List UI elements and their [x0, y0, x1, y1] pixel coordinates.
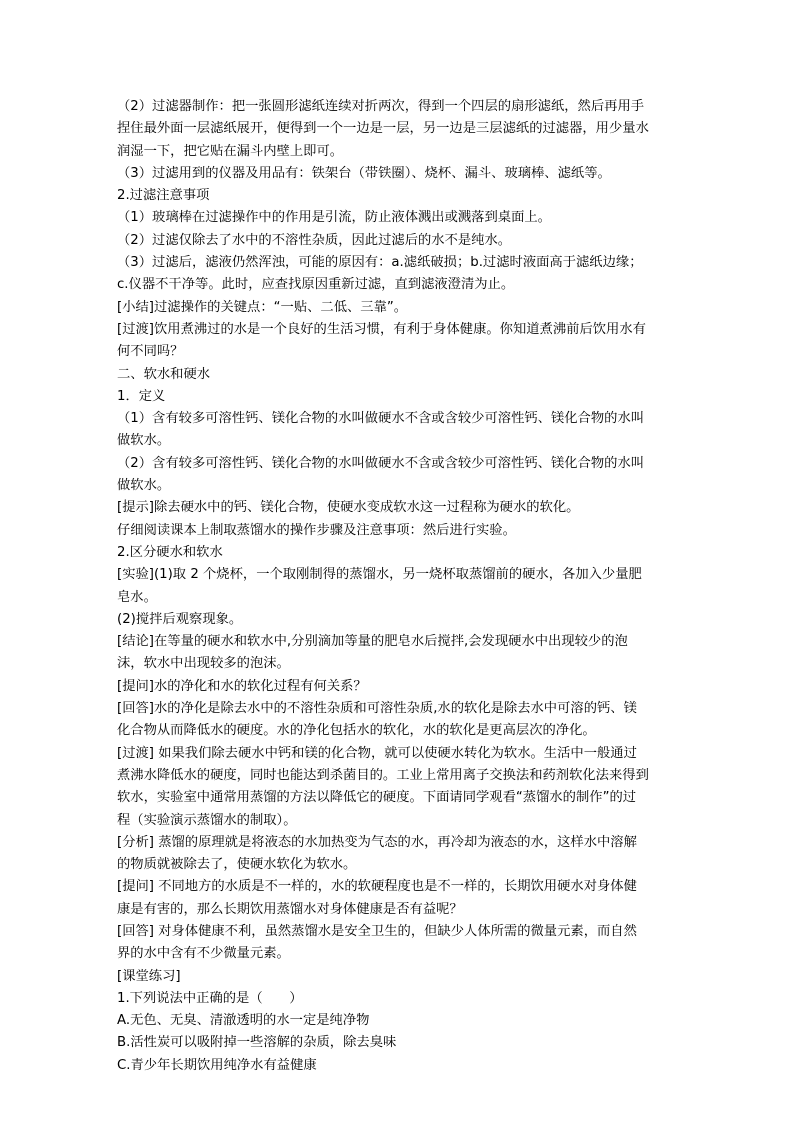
option-b: B.活性炭可以吸附掉一些溶解的杂质，除去臭味	[117, 1035, 397, 1051]
para-conclusion-1: [结论]在等量的硬水和软水中,分别滴加等量的肥皂水后搅拌,会发现硬水中出现较少的泡	[117, 634, 628, 650]
para-summary: [小结]过滤操作的关键点：“一贴、二低、三靠”。	[117, 299, 408, 315]
para-analysis-2: 的物质就被除去了，使硬水软化为软水。	[117, 857, 357, 873]
para-analysis-1: [分析] 蒸馏的原理就是将液态的水加热变为气态的水，再冷却为液态的水，这样水中溶解	[117, 834, 637, 850]
para-definition-2b: 做软水。	[117, 478, 171, 494]
para-transition-1: [过渡]饮用煮沸过的水是一个良好的生活习惯，有利于身体健康。你知道煮沸前后饮用水有	[117, 321, 646, 337]
question-1: 1.下列说法中正确的是（ ）	[117, 990, 303, 1006]
para-question-relation: [提问]水的净化和水的软化过程有何关系？	[117, 678, 367, 694]
subheading-definition: 1．定义	[117, 388, 166, 404]
para-filter-making-3: 润湿一下，把它贴在漏斗内壁上即可。	[117, 143, 344, 159]
section-heading-filter-notes: 2.过滤注意事项	[117, 188, 210, 204]
para-definition-2a: （2）含有较多可溶性钙、镁化合物的水叫做硬水不含或含较少可溶性钙、镁化合物的水叫	[117, 455, 645, 471]
para-transition-soften-3: 软水，实验室中通常用蒸馏的方法以降低它的硬度。下面请同学观看“蒸馏水的制作”的过	[117, 790, 637, 806]
para-experiment-2: (2)搅拌后观察现象。	[117, 611, 243, 627]
para-transition-soften-1: [过渡] 如果我们除去硬水中钙和镁的化合物，就可以使硬水转化为软水。生活中一般通过	[117, 745, 637, 761]
para-answer-relation-1: [回答]水的净化是除去水中的不溶性杂质和可溶性杂质,水的软化是除去水中可溶的钙、镁	[117, 701, 637, 717]
para-read-textbook: 仔细阅读课本上制取蒸馏水的操作步骤及注意事项：然后进行实验。	[117, 522, 516, 538]
para-transition-soften-4: 程（实验演示蒸馏水的制取）。	[117, 812, 297, 828]
para-answer-distilled-1: [回答] 对身体健康不利，虽然蒸馏水是安全卫生的，但缺少人体所需的微量元素，而自然	[117, 923, 637, 939]
para-transition-2: 何不同吗？	[117, 344, 184, 360]
para-turbid-reason-1: （3）过滤后，滤液仍然浑浊，可能的原因有：a.滤纸破损；b.过滤时液面高于滤纸边缘；	[117, 255, 643, 271]
para-question-distilled-1: [提问] 不同地方的水质是不一样的，水的软硬程度也是不一样的，长期饮用硬水对身体健	[117, 879, 637, 895]
para-transition-soften-2: 煮沸水降低水的硬度，同时也能达到杀菌目的。工业上常用离子交换法和药剂软化法来得到	[117, 767, 649, 783]
para-hint: [提示]除去硬水中的钙、镁化合物，使硬水变成软水这一过程称为硬水的软化。	[117, 500, 580, 516]
para-filter-making-2: 捏住最外面一层滤纸展开，便得到一个一边是一层，另一边是三层滤纸的过滤器，用少量水	[117, 121, 649, 137]
para-answer-distilled-2: 界的水中含有不少微量元素。	[117, 946, 290, 962]
heading-classroom-exercise: [课堂练习]	[117, 968, 181, 984]
subheading-distinguish: 2.区分硬水和软水	[117, 544, 223, 560]
para-turbid-reason-2: c.仪器不干净等。此时，应查找原因重新过滤，直到滤液澄清为止。	[117, 277, 515, 293]
para-glass-rod: （1）玻璃棒在过滤操作中的作用是引流，防止液体溅出或溅落到桌面上。	[117, 210, 551, 226]
para-definition-1a: （1）含有较多可溶性钙、镁化合物的水叫做硬水不含或含较少可溶性钙、镁化合物的水叫	[117, 411, 645, 427]
section-heading-soft-hard: 二、软水和硬水	[117, 366, 211, 382]
para-experiment-1a: [实验](1)取 2 个烧杯，一个取刚制得的蒸馏水，另一烧杯取蒸馏前的硬水，各加入少量肥	[117, 567, 642, 583]
document-body	[117, 96, 679, 1077]
para-answer-relation-2: 化合物从而降低水的硬度。水的净化包括水的软化，水的软化是更高层次的净化。	[117, 723, 596, 739]
para-filter-instruments: （3）过滤用到的仪器及用品有：铁架台（带铁圈）、烧杯、漏斗、玻璃棒、滤纸等。	[117, 165, 611, 181]
para-experiment-1b: 皂水。	[117, 589, 157, 605]
para-question-distilled-2: 康是有害的，那么长期饮用蒸馏水对身体健康是否有益呢？	[117, 901, 463, 917]
option-a: A.无色、无臭、清澈透明的水一定是纯净物	[117, 1013, 370, 1029]
para-filter-making-1: （2）过滤器制作：把一张圆形滤纸连续对折两次，得到一个四层的扇形滤纸，然后再用手	[117, 99, 645, 114]
para-conclusion-2: 沫，软水中出现较多的泡沫。	[117, 656, 290, 672]
para-definition-1b: 做软水。	[117, 433, 171, 449]
para-filter-insoluble: （2）过滤仅除去了水中的不溶性杂质，因此过滤后的水不是纯水。	[117, 232, 512, 248]
option-c: C.青少年长期饮用纯净水有益健康	[117, 1057, 317, 1073]
